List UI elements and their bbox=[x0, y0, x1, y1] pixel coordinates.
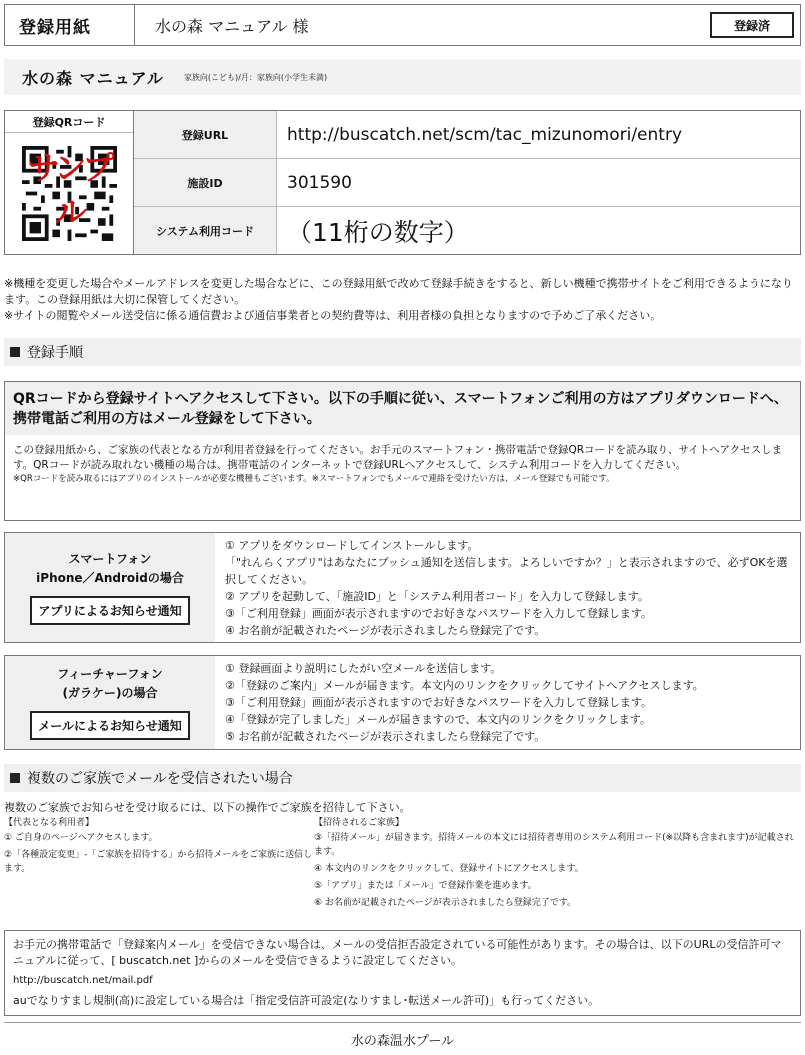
mail-notification-button[interactable]: メールによるお知らせ通知 bbox=[30, 711, 189, 740]
system-code-label: システム利用コード bbox=[134, 207, 277, 254]
facility-id-label: 施設ID bbox=[134, 159, 277, 206]
smartphone-title: スマートフォン bbox=[68, 552, 152, 566]
smartphone-label bbox=[5, 533, 215, 642]
square-bullet-icon bbox=[10, 773, 20, 783]
qr-wrap bbox=[5, 133, 133, 254]
app-notification-button[interactable]: アプリによるお知らせ通知 bbox=[30, 596, 189, 625]
status-badge: 登録済 bbox=[710, 12, 794, 38]
section-title: 複数のご家族でメールを受信されたい場合 bbox=[27, 771, 293, 787]
step-item: 「"れんらくアプリ"はあなたにプッシュ通知を送信します。よろしいですか？」と表示されますので、必ずOKを選択してください。 bbox=[225, 556, 788, 586]
qr-label: 登録QRコード bbox=[5, 111, 133, 133]
representative-heading: 【代表となる利用者】 bbox=[4, 818, 95, 828]
notice-text: お手元の携帯電話で「登録案内メール」を受信できない場合は、メールの受信拒否設定されている可能性があります。その場合は、以下のURLの受信許可マニュアルに従って、[ buscatch.net ]からのメールを受信できるように設定してください。 bbox=[13, 938, 782, 967]
section-title: 登録手順 bbox=[27, 345, 83, 361]
step-item: ② アプリを起動して、「施設ID」と「システム利用者コード」を入力して登録します。 bbox=[225, 590, 649, 603]
mail-notice-box bbox=[4, 930, 801, 1016]
section-register-header bbox=[4, 338, 801, 366]
document-title: 登録用紙 bbox=[5, 5, 135, 45]
section-family-header bbox=[4, 764, 801, 792]
family-columns bbox=[4, 816, 801, 913]
feature-phone-box bbox=[4, 655, 801, 750]
invitee-step: ⑤「アプリ」または「メール」で登録作業を進めます。 bbox=[314, 881, 537, 891]
registration-rows bbox=[134, 111, 800, 254]
step-item: ③「ご利用登録」画面が表示されますのでお好きなパスワードを入力して登録します。 bbox=[225, 607, 652, 620]
representative-step: ① ご自身のページへアクセスします。 bbox=[4, 833, 158, 843]
smartphone-steps bbox=[215, 533, 800, 642]
step-item: ④ お名前が記載されたページが表示されましたら登録完了です。 bbox=[225, 624, 546, 637]
smartphone-subtitle: iPhone／Androidの場合 bbox=[36, 571, 184, 585]
notes bbox=[4, 276, 801, 324]
family-lead: 複数のご家族でお知らせを受け取るには、以下の操作でご家族を招待して下さい。 bbox=[4, 801, 411, 814]
family-section bbox=[4, 800, 801, 913]
facility-id-value: 301590 bbox=[287, 172, 352, 193]
qr-code-icon[interactable] bbox=[22, 146, 117, 241]
feature-phone-subtitle: (ガラケー)の場合 bbox=[62, 686, 158, 700]
qr-column bbox=[5, 111, 134, 254]
note-item: ※サイトの閲覧やメール送受信に係る通信費および通信事業者との契約費等は、利用者様の負担となりますので予めご了承ください。 bbox=[4, 309, 662, 322]
step-item: ②「登録のご案内」メールが届きます。本文内のリンクをクリックしてサイトへアクセスします。 bbox=[225, 679, 704, 692]
header bbox=[4, 4, 801, 46]
intro-small-note: ※QRコードを読み取るにはアプリのインストールが必要な機種もございます。※スマートフォンでもメールで連絡を受けたい方は、メール登録でも可能です。 bbox=[13, 474, 615, 484]
notice-au-text: auでなりすまし規制(高)に設定している場合は「指定受信許可設定(なりすまし･転送メール許可)」も行ってください。 bbox=[13, 994, 600, 1007]
representative-step: ②「各種設定変更」-「ご家族を招待する」から招待メールをご家族に送信します。 bbox=[4, 850, 313, 874]
invitee-step: ⑥ お名前が記載されたページが表示されましたら登録完了です。 bbox=[314, 898, 577, 908]
manual-name: 水の森 マニュアル bbox=[22, 68, 164, 88]
facility-name: 水の森 マニュアル 様 bbox=[155, 16, 309, 36]
intro-body bbox=[5, 435, 800, 486]
url-value[interactable]: http://buscatch.net/scm/tac_mizunomori/entry bbox=[287, 124, 683, 145]
feature-phone-label bbox=[5, 656, 215, 749]
note-item: ※機種を変更した場合やメールアドレスを変更した場合などに、この登録用紙で改めて登録手続きをすると、新しい機種で携帯サイトをご利用できるようになります。この登録用紙は大切に保管してください。 bbox=[4, 277, 793, 306]
intro-text: この登録用紙から、ご家族の代表となる方が利用者登録を行ってください。お手元のスマートフォン・携帯電話で登録QRコードを読み取り、サイトへアクセスします。QRコードが読み取れない機種の場合は、携帯電話のインターネットで登録URLへアクセスして、システム利用コードを入力してください。 bbox=[13, 444, 783, 471]
step-item: ① アプリをダウンロードしてインストールします。 bbox=[225, 539, 479, 552]
square-bullet-icon bbox=[10, 347, 20, 357]
step-item: ③「ご利用登録」画面が表示されますのでお好きなパスワードを入力して登録します。 bbox=[225, 696, 652, 709]
feature-phone-steps bbox=[215, 656, 800, 749]
representative-column bbox=[4, 816, 314, 913]
intro-headline: QRコードから登録サイトへアクセスして下さい。以下の手順に従い、スマートフォンご利用の方はアプリダウンロードへ、携帯電話ご利用の方はメール登録をして下さい。 bbox=[5, 382, 800, 435]
invitee-column bbox=[314, 816, 801, 913]
step-item: ④「登録が完了しました」メールが届きますので、本文内のリンクをクリックします。 bbox=[225, 713, 651, 726]
invitee-step: ④ 本文内のリンクをクリックして、登録サイトにアクセスします。 bbox=[314, 864, 584, 874]
url-row bbox=[134, 111, 800, 159]
invitee-step: ③「招待メール」が届きます。招待メールの本文には招待者専用のシステム利用コード(※以降も含まれます)が記載されます。 bbox=[314, 833, 794, 857]
url-label: 登録URL bbox=[134, 111, 277, 158]
manual-note: 家族向(こども)/月：家族向(小学生未満) bbox=[183, 72, 328, 82]
invitee-heading: 【招待されるご家族】 bbox=[314, 818, 405, 828]
facility-id-row bbox=[134, 159, 800, 207]
manual-bar bbox=[4, 59, 801, 95]
registration-box bbox=[4, 110, 801, 255]
step-item: ① 登録画面より説明にしたがい空メールを送信します。 bbox=[225, 662, 502, 675]
step-item: ⑤ お名前が記載されたページが表示されましたら登録完了です。 bbox=[225, 730, 546, 743]
qr-sample-watermark: サンプル bbox=[27, 149, 111, 231]
smartphone-box bbox=[4, 532, 801, 643]
mail-manual-link[interactable]: http://buscatch.net/mail.pdf bbox=[13, 975, 153, 986]
feature-phone-title: フィーチャーフォン bbox=[57, 667, 163, 681]
intro-box bbox=[4, 381, 801, 521]
system-code-row bbox=[134, 207, 800, 254]
footer: 水の森温水プール bbox=[4, 1022, 801, 1049]
system-code-value: （11桁の数字） bbox=[287, 217, 469, 247]
